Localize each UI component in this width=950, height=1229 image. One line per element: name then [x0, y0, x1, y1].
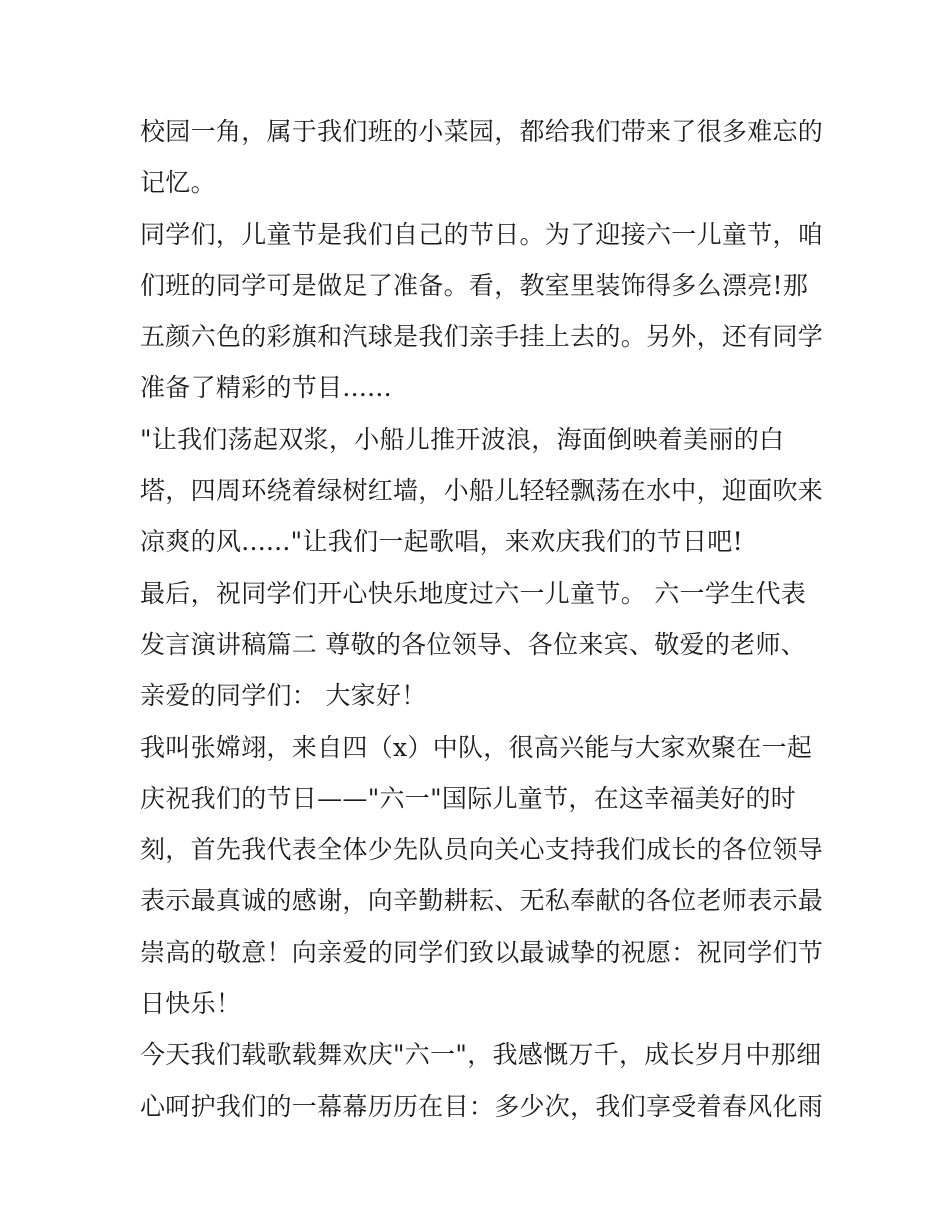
text-line: 我叫张嫦翊，来自四（x）中队，很高兴能与大家欢聚在一起	[140, 732, 813, 762]
text-line: 表示最真诚的感谢，向辛勤耕耘、无私奉献的各位老师表示最	[140, 886, 824, 916]
text-line: 塔，四周环绕着绿树红墙，小船儿轻轻飘荡在水中，迎面吹来	[140, 476, 824, 506]
text-line: 今天我们载歌载舞欢庆"六一"，我感慨万千，成长岁月中那细	[140, 1040, 822, 1070]
text-line: 心呵护我们的一幕幕历历在目：多少次，我们享受着春风化雨	[140, 1091, 824, 1121]
text-line: 校园一角，属于我们班的小菜园，都给我们带来了很多难忘的	[140, 117, 824, 146]
text-line: 庆祝我们的节日——"六一"国际儿童节，在这幸福美好的时	[140, 783, 797, 813]
text-line: 凉爽的风......"让我们一起歌唱，来欢庆我们的节日吧!	[140, 527, 743, 557]
text-line: 准备了精彩的节目......	[140, 373, 392, 403]
text-line: 发言演讲稿篇二 尊敬的各位领导、各位来宾、敬爱的老师、	[140, 629, 807, 659]
text-line: 记忆。	[140, 168, 216, 198]
text-line: 同学们，儿童节是我们自己的节日。为了迎接六一儿童节，咱	[140, 219, 824, 249]
text-line: 们班的同学可是做足了准备。看，教室里装饰得多么漂亮!那	[140, 270, 809, 300]
text-line: 亲爱的同学们： 大家好！	[140, 681, 427, 711]
text-line: "让我们荡起双浆，小船儿推开波浪，海面倒映着美丽的白	[140, 424, 785, 454]
text-line: 崇高的敬意！向亲爱的同学们致以最诚挚的祝愿：祝同学们节	[140, 937, 824, 967]
text-line: 日快乐！	[140, 989, 242, 1019]
text-line: 最后，祝同学们开心快乐地度过六一儿童节。 六一学生代表	[140, 578, 807, 608]
text-line: 五颜六色的彩旗和汽球是我们亲手挂上去的。另外，还有同学	[140, 322, 824, 352]
text-line: 刻，首先我代表全体少先队员向关心支持我们成长的各位领导	[140, 835, 824, 865]
document-text	[140, 106, 824, 1132]
